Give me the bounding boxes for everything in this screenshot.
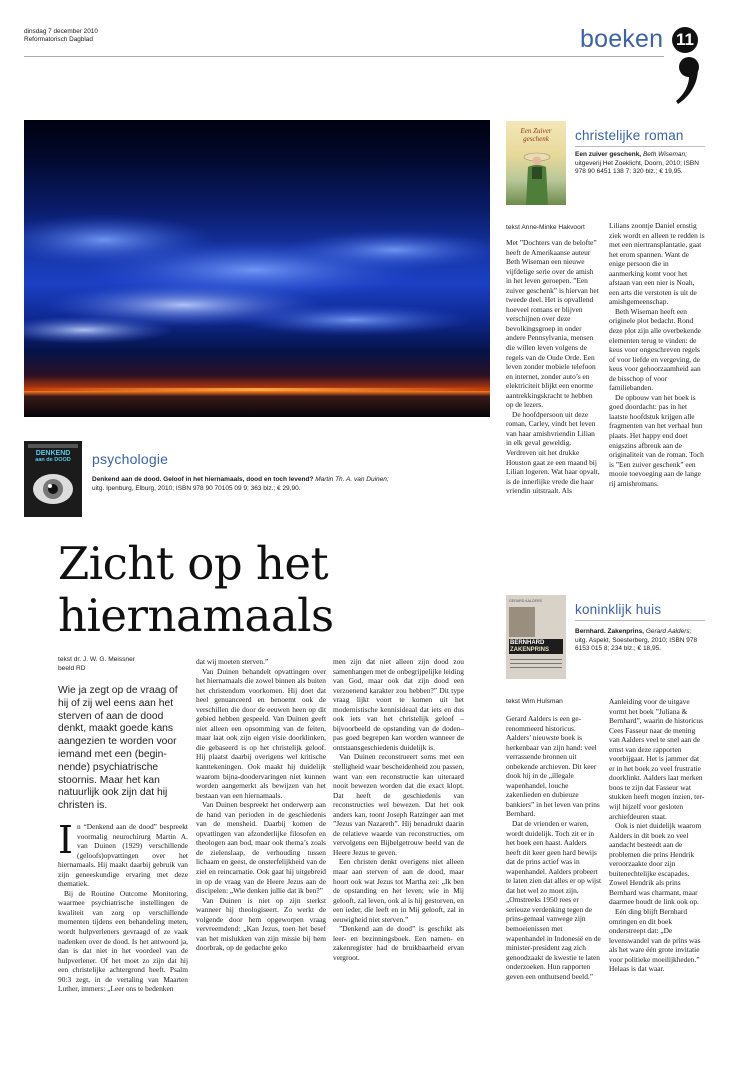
koninklijk-column-1: Gerard Aalders is een gerenommeerd historicus. Aalders’ nieuwste boek is herkenbaar van zijn hand: veel verrassende bronnen uit onbekende archieven. Dit keer dook hij in de „illegale wapenhandel, louche zakenlieden en dubieuze bankiers” in het leven van prins Bernhard. Dat de vrienden er waren, wordt duidelijk. Toch zit er in het boek een haast. Aalders heeft dit keer geen hard bewijs dat de prins actief was in wapenhandel. Aalders probeert te laten zien dat alles er op wijst dat het wel zo moet zijn. „Omstreeks 1950 rees er serieuze verdenking tegen de prins-gemaal vanwege zijn bemoeienissen met wapenhandel in Indonesië en de minister-president zag zich genoodzaakt de kwestie te laten onderzoeken. Hun rapporten geven een onthutsend beeld.” <box>506 714 602 981</box>
byline-roman: tekst Anne-Minke Hakvoort <box>506 224 585 231</box>
cover-title: DENKEND aan de DOOD <box>35 450 71 463</box>
cover-author: GERARD AALDERS <box>509 599 542 603</box>
cover-zuiver-title: Een Zuiver geschenk <box>520 127 552 143</box>
drop-cap: I <box>58 818 74 862</box>
header-section: boeken <box>580 25 664 53</box>
book-info-zakenprins: Bernhard. Zakenprins, Gerard Aalders; uitg. Aspekt, Soesterberg, 2010; ISBN 978 6153 015 8; 234 blz.; € 18,95. <box>575 628 698 653</box>
roman-column-1: Met ”Dochters van de belofte” heeft de Amerikaanse auteur Beth Wiseman een nieuwe vijfdelige serie over de amish in het leven geroepen. ”Een zuiver geschenk” is hiervan het tweede deel. Het is opvallend hoeveel romans er blijven verschijnen over deze bevolkingsgroep in onder andere Pennsylvania, mensen die willen leven volgens de regels van de Oude Orde. Een leven zonder mobiele telefoon en internet, zonder auto’s en elektriciteit blijkt een enorme aantrekkingskracht te hebben op de lezers. De hoofdpersoon uit deze roman, Carley, vindt het leven van haar amishvriendin Lilian in elk geval geweldig. Verdreven uit het drukke Houston gaat ze een maand bij Lilian logeren. Wat haar opvalt, is de innerlijke vrede die haar vriendin uitstraalt. Als <box>506 238 600 496</box>
main-column-3: men zijn dat niet alleen zijn dood zou samenhangen met de onbegrijpelijke leiding van God, maar ook dat zijn dood een verzoenend karakter zou hebben?” Dit type vraag lijkt voort te komen uit het modernistische kennisideaal dat iets en dus ook iets van het christelijk geloof –bijvoorbeeld de opstanding van de doden– pas goed begrepen kan worden wanneer de ontstaansgeschiedenis duidelijk is. Van Duinen reconstrueert soms met een stelligheid waar bescheidenheid zou passen, want van een reconstructie kan uiteraard nooit bewezen worden dat die exact klopt. Dat heeft de geschiedenis van reconstructies wel bewezen. Dat het ook anders kan, toont Joseph Ratzinger aan met ”Jezus van Nazareth”. Hij benadrukt daarin de relatieve waarde van reconstructies, om vervolgens een Bijbelgetrouw beeld van de Heere Jezus te geven. Een christen denkt overigens niet alleen maar aan sterven of aan de dood, maar hoort ook wat Jezus tot Martha zei: „Ik ben de opstanding en het leven; wie in Mij gelooft, zal leven, ook al is hij gestorven, en een ieder, die leeft en in Mij gelooft, zal in eeuwigheid niet sterven.” ”Denkend aan de dood” is geschikt als leer- en bezinningsboek. Een namen- en zakenregister had de bruikbaarheid ervan vergroot. <box>333 657 464 962</box>
page-number-badge <box>672 27 698 53</box>
book-cover-zuiver-geschenk <box>506 121 566 205</box>
book-cover-denkend <box>24 441 82 517</box>
koninklijk-column-2: Aanleiding voor de uitgave vormt het boek ”Juliana & Bernhard”, waarin de historicus Cees Fasseur naar de mening van Aalders veel te snel aan de ernst van deze rapporten voorbijgaat. Het is jammer dat er in het boek zo veel frustratie doorklinkt. Aalders laat merken boos te zijn dat Fasseur wat stukken heeft mogen inzien, terwijl hijzelf voor gesloten archiefdeuren staat. Ook is niet duidelijk waarom Aalders in dit boek zo veel aandacht besteedt aan de problemen die prins Hendrik veroorzaakte door zijn buitenechtelijke escapades. Zowel Hendrik als prins Bernhard was charmant, maar daarmee houdt de link ook op. Eén ding blijft Bernhard omringen en dit boek onderstreept dat: „De levenswandel van de prins was als het ware één grote invitatie voor politieke moeilijkheden.” Helaas is dat waar. <box>609 697 705 974</box>
portrait-photo <box>509 607 535 637</box>
page-number: 11 <box>676 30 694 49</box>
woman-figure <box>520 151 554 205</box>
header-date: dinsdag 7 december 2010 <box>24 28 98 35</box>
headline: Zicht op het hiernamaals <box>58 537 334 642</box>
book-info-zuiver-geschenk: Een zuiver geschenk, Beth Wiseman; uitgeverij Het Zoeklicht, Doorn, 2010; ISBN 978 90 6451 138 7; 320 blz.; € 19,95. <box>575 151 699 176</box>
main-byline-photo: beeld RD <box>58 665 86 672</box>
comma-ornament <box>674 56 700 106</box>
header-paper: Reformatorisch Dagblad <box>24 36 93 43</box>
intro-text: Wie ja zegt op de vraag of hij of zij wel eens aan het sterven of aan de dood denkt, maakt goede kans aangezien te worden voor iemand met een (beginnende) psychiatrische stoornis. Maar het kan natuurlijk ook zijn dat hij christen is. <box>58 685 178 812</box>
main-column-1: I n “Denkend aan de dood” bespreekt voormalig neurochirurg Martin A. van Duinen (1929) verschillende (geloofs)opvattingen over het hiernamaals. Hij maakt daarbij gebruik van zijn geneeskundige ervaring met deze thematiek. Bij de Routine Outcome Monitoring, waarmee psychiatrische instellingen de kwaliteit van zorg op verschillende momenten tijdens een behandeling meten, wordt hulpverleners gevraagd of ze vaak nadenken over de dood. Is het antwoord ja, dan is dat niet in het voordeel van de hulpverlener. Of het moet zo zijn dat hij een christelijke achtergrond heeft. Psalm 90:3 zegt, in de vertaling van Maarten Luther, immers: „Leer ons te bedenken <box>58 818 188 994</box>
sky-photo <box>24 120 490 417</box>
eye-illustration <box>30 469 76 509</box>
book-cover-zakenprins <box>506 595 566 679</box>
cover-zakenprins-title: BERNHARD ZAKENPRINS <box>509 639 563 654</box>
roman-column-2: Lilians zoontje Daniel ernstig ziek wordt en alleen te redden is met een niertransplantatie, gaat het erom spannen. Want de enige persoon die in aanmerking komt voor het afstaan van een nier is Noah, een arts die verstoten is uit de amishgemeenschap. Beth Wiseman heeft een originele plot bedacht. Rond deze plot zijn alle overbekende elementen terug te vinden: de keus voor ongeschreven regels of voor liefde en vergeving, de keus voor gehoorzaamheid aan de bisschop of voor familiebanden. De opbouw van het boek is goed doordacht: pas in het laatste hoofdstuk krijgen alle fragmenten van het verhaal hun plaats. Het happy end doet enigszins afbreuk aan de originaliteit van de roman. Toch is ”Een zuiver geschenk” een mooie toevoeging aan de lange rij amishromans. <box>609 221 705 488</box>
section-label-koninklijk-huis: koninklijk huis <box>575 602 662 617</box>
section-label-christelijke-roman: christelijke roman <box>575 128 684 143</box>
book-info-psychologie: Denkend aan de dood. Geloof in het hiernamaals, dood en toch levend? Martin Th. A. van Duinen; uitg. Ipenburg, Elburg, 2010; ISBN 978 90 70105 09 9; 363 blz.; € 29,90. <box>92 476 389 492</box>
byline-koninklijk: tekst Wim Hulsman <box>506 698 563 705</box>
main-column-2: dat wij moeten sterven.” Van Duinen behandelt opvattingen over het hiernamaals die zowel binnen als buiten het christendom voorkomen. Hij doet dat heel genuanceerd en benoemt ook de verschillen die door de eeuwen heen op dit gebied hebben gespeeld. Van Duinen geeft niet alleen een opsomming van de feiten, maar laat ook zijn eigen visie doorklinken, die gebaseerd is op het christelijk geloof. Hij plaatst daarbij overigens wel kritische kanttekeningen. Ook maakt hij duidelijk waarom bijna-doodervaringen niet kunnen worden aangemerkt als bewijzen van het bestaan van een hiernamaals. Van Duinen bespreekt het onderwerp aan de hand van perioden in de geschiedenis van de mensheid. Daarbij komen de opvattingen van afzonderlijke filosofen en theologen aan bod, maar ook thema’s zoals de zielenslaap, de verhouding tussen lichaam en geest, de onsterfelijkheid van de ziel en reincarnatie. Ook gaat hij uitgebreid in op de vraag van de Heere Jezus aan de discipelen: „Wie denken jullie dat ik ben?” Van Duinen is niet op zijn sterkst wanneer hij theologiseert. Zo werkt de volgende door hem opgeworpen vraag vervreemdend: „Kan Jezus, toen het besef van het mislukken van zijn missie bij hem doorbrak, op de gedachte geko <box>196 657 326 953</box>
section-label-psychologie: psychologie <box>92 451 169 467</box>
main-byline-text: tekst dr. J. W. G. Meissner <box>58 656 135 663</box>
